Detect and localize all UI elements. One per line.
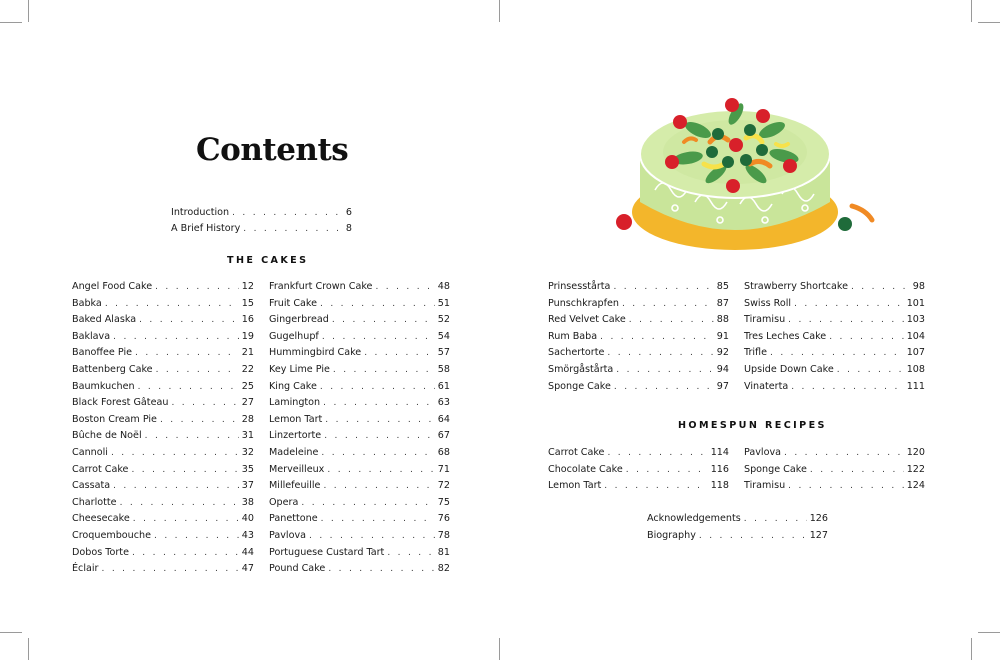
entry-title: Rum Baba xyxy=(548,330,598,342)
toc-entry[interactable] xyxy=(744,347,925,359)
toc-entry[interactable] xyxy=(171,223,352,235)
leader-dots xyxy=(320,298,435,310)
entry-title: Lemon Tart xyxy=(548,480,602,492)
toc-entry[interactable] xyxy=(744,331,925,343)
toc-entry[interactable] xyxy=(548,314,729,326)
leader-dots xyxy=(155,281,239,293)
entry-page: 37 xyxy=(241,480,254,492)
crop-mark xyxy=(499,0,500,22)
toc-entry[interactable] xyxy=(72,281,254,293)
toc-entry[interactable] xyxy=(269,480,450,492)
entry-title: Smörgåstårta xyxy=(548,364,614,375)
entry-page: 85 xyxy=(716,281,729,292)
entry-title: Vinaterta xyxy=(744,380,789,392)
entry-page: 19 xyxy=(241,330,254,342)
entry-title: Pound Cake xyxy=(269,563,326,575)
toc-entry[interactable] xyxy=(171,207,352,219)
entry-page: 94 xyxy=(716,364,729,375)
entry-page: 54 xyxy=(437,330,450,342)
entry-page: 67 xyxy=(437,430,450,442)
entry-page: 114 xyxy=(710,447,729,458)
cake-illustration xyxy=(600,90,890,265)
entry-page: 32 xyxy=(241,447,254,458)
toc-entry[interactable] xyxy=(72,397,254,409)
entry-page: 118 xyxy=(710,480,729,492)
toc-entry[interactable] xyxy=(269,314,450,326)
entry-title: Fruit Cake xyxy=(269,297,318,309)
leader-dots xyxy=(102,563,239,575)
entry-page: 27 xyxy=(241,397,254,409)
entry-title: Acknowledgements xyxy=(647,513,741,524)
leader-dots xyxy=(810,464,904,476)
toc-entry[interactable] xyxy=(72,447,254,459)
leader-dots xyxy=(788,480,904,492)
leader-dots xyxy=(138,381,239,393)
toc-entry[interactable] xyxy=(548,364,729,376)
entry-title: Carrot Cake xyxy=(72,463,129,475)
toc-entry[interactable] xyxy=(548,331,729,343)
leader-dots xyxy=(139,314,239,326)
leader-dots xyxy=(324,430,435,442)
leader-dots xyxy=(145,430,239,442)
entry-page: 16 xyxy=(241,314,254,326)
entry-title: Portuguese Custard Tart xyxy=(269,546,385,558)
toc-entry[interactable] xyxy=(548,480,729,492)
leader-dots xyxy=(770,347,904,359)
entry-page: 47 xyxy=(241,563,254,575)
crop-mark xyxy=(978,632,1000,633)
crop-mark xyxy=(28,638,29,660)
entry-title: Bûche de Noël xyxy=(72,430,142,442)
leader-dots xyxy=(156,364,239,376)
entry-title: Boston Cream Pie xyxy=(72,413,157,425)
entry-page: 81 xyxy=(437,546,450,558)
entry-title: Gugelhupf xyxy=(269,330,319,342)
leader-dots xyxy=(788,314,904,326)
toc-entry[interactable] xyxy=(744,314,925,326)
entry-title: Gingerbread xyxy=(269,314,329,326)
leader-dots xyxy=(301,497,434,509)
entry-title: Banoffee Pie xyxy=(72,347,133,359)
leader-dots xyxy=(323,397,435,409)
entry-title: King Cake xyxy=(269,380,317,392)
toc-entry[interactable] xyxy=(72,414,254,426)
entry-title: Merveilleux xyxy=(269,463,325,475)
entry-title: Hummingbird Cake xyxy=(269,347,362,359)
entry-title: Charlotte xyxy=(72,496,117,508)
toc-entry[interactable] xyxy=(269,281,450,293)
entry-page: 78 xyxy=(437,530,450,541)
entry-page: 101 xyxy=(906,297,925,309)
toc-entry[interactable] xyxy=(72,513,254,525)
entry-page: 28 xyxy=(241,413,254,425)
entry-page: 12 xyxy=(241,281,254,292)
toc-entry[interactable] xyxy=(548,381,729,393)
entry-title: Linzertorte xyxy=(269,430,322,442)
leader-dots xyxy=(154,530,239,542)
leader-dots xyxy=(744,513,807,525)
entry-page: 88 xyxy=(716,314,729,326)
entry-page: 124 xyxy=(906,480,925,492)
entry-title: Pavlova xyxy=(269,530,307,541)
toc-entry[interactable] xyxy=(744,447,925,459)
leader-dots xyxy=(607,447,707,459)
toc-entry[interactable] xyxy=(269,563,450,575)
entry-page: 63 xyxy=(437,397,450,409)
leader-dots xyxy=(113,480,239,492)
entry-page: 98 xyxy=(912,281,925,292)
leader-dots xyxy=(829,331,903,343)
entry-page: 6 xyxy=(345,207,352,218)
page-title: Contents xyxy=(196,132,349,168)
entry-title: A Brief History xyxy=(171,223,241,234)
entry-page: 127 xyxy=(809,529,828,541)
toc-entry[interactable] xyxy=(72,430,254,442)
toc-entry[interactable] xyxy=(548,298,729,310)
entry-title: Éclair xyxy=(72,563,99,575)
entry-page: 87 xyxy=(716,297,729,309)
leader-dots xyxy=(320,381,435,393)
leader-dots xyxy=(322,331,435,343)
leader-dots xyxy=(105,298,239,310)
entry-title: Carrot Cake xyxy=(548,447,605,458)
entry-page: 126 xyxy=(809,513,828,524)
crop-mark xyxy=(0,632,22,633)
entry-title: Cassata xyxy=(72,480,111,492)
leader-dots xyxy=(321,513,435,525)
leader-dots xyxy=(232,207,343,219)
toc-entry[interactable] xyxy=(269,464,450,476)
toc-entry[interactable] xyxy=(269,547,450,559)
crop-mark xyxy=(499,638,500,660)
leader-dots xyxy=(111,447,239,459)
entry-page: 75 xyxy=(437,496,450,508)
crop-mark xyxy=(0,22,22,23)
entry-title: Angel Food Cake xyxy=(72,281,153,292)
entry-title: Millefeuille xyxy=(269,480,321,492)
entry-title: Panettone xyxy=(269,513,318,525)
entry-page: 61 xyxy=(437,380,450,392)
entry-title: Babka xyxy=(72,297,102,309)
toc-entry[interactable] xyxy=(744,464,925,476)
leader-dots xyxy=(333,364,435,376)
entry-title: Tres Leches Cake xyxy=(744,330,827,342)
toc-entry[interactable] xyxy=(269,447,450,459)
leader-dots xyxy=(321,447,434,459)
leader-dots xyxy=(626,464,708,476)
entry-page: 71 xyxy=(437,463,450,475)
toc-entry[interactable] xyxy=(72,331,254,343)
entry-page: 104 xyxy=(906,330,925,342)
toc-entry[interactable] xyxy=(744,364,925,376)
entry-page: 38 xyxy=(241,496,254,508)
entry-title: Key Lime Pie xyxy=(269,364,330,375)
toc-entry[interactable] xyxy=(72,480,254,492)
leader-dots xyxy=(616,364,714,376)
entry-title: Dobos Torte xyxy=(72,546,129,558)
entry-title: Biography xyxy=(647,529,696,541)
entry-page: 58 xyxy=(437,364,450,375)
leader-dots xyxy=(113,331,239,343)
toc-entry[interactable] xyxy=(647,513,828,525)
leader-dots xyxy=(243,223,343,235)
leader-dots xyxy=(375,281,434,293)
entry-title: Baumkuchen xyxy=(72,380,135,392)
leader-dots xyxy=(614,381,714,393)
entry-page: 122 xyxy=(906,463,925,475)
crop-mark xyxy=(971,0,972,22)
toc-entry[interactable] xyxy=(269,414,450,426)
entry-title: Strawberry Shortcake xyxy=(744,281,848,292)
entry-page: 76 xyxy=(437,513,450,525)
entry-page: 103 xyxy=(906,314,925,326)
entry-title: Cheesecake xyxy=(72,513,130,525)
entry-page: 15 xyxy=(241,297,254,309)
entry-page: 120 xyxy=(906,447,925,458)
toc-entry[interactable] xyxy=(72,547,254,559)
toc-entry[interactable] xyxy=(548,447,729,459)
entry-title: Battenberg Cake xyxy=(72,364,153,375)
entry-page: 31 xyxy=(241,430,254,442)
leader-dots xyxy=(784,447,904,459)
entry-page: 97 xyxy=(716,380,729,392)
toc-entry[interactable] xyxy=(72,464,254,476)
toc-entry[interactable] xyxy=(72,381,254,393)
toc-entry[interactable] xyxy=(269,298,450,310)
entry-title: Upside Down Cake xyxy=(744,364,834,375)
toc-entry[interactable] xyxy=(744,381,925,393)
leader-dots xyxy=(328,563,434,575)
leader-dots xyxy=(309,530,435,542)
crop-mark xyxy=(978,22,1000,23)
entry-title: Tiramisu xyxy=(744,480,786,492)
entry-title: Croquembouche xyxy=(72,530,152,541)
entry-page: 44 xyxy=(241,546,254,558)
entry-title: Swiss Roll xyxy=(744,297,792,309)
entry-page: 111 xyxy=(906,380,925,392)
section-heading-homespun: HOMESPUN RECIPES xyxy=(678,420,827,431)
leader-dots xyxy=(132,547,239,559)
leader-dots xyxy=(120,497,239,509)
toc-entry[interactable] xyxy=(548,464,729,476)
entry-page: 35 xyxy=(241,463,254,475)
toc-entry[interactable] xyxy=(72,314,254,326)
entry-page: 51 xyxy=(437,297,450,309)
leader-dots xyxy=(387,547,434,559)
leader-dots xyxy=(600,331,714,343)
entry-title: Black Forest Gâteau xyxy=(72,397,169,409)
entry-title: Chocolate Cake xyxy=(548,463,623,475)
crop-mark xyxy=(28,0,29,22)
toc-entry[interactable] xyxy=(269,497,450,509)
entry-title: Trifle xyxy=(744,347,768,359)
entry-page: 43 xyxy=(241,530,254,541)
toc-entry[interactable] xyxy=(269,530,450,542)
entry-page: 8 xyxy=(345,223,352,234)
leader-dots xyxy=(851,281,910,293)
entry-page: 25 xyxy=(241,380,254,392)
entry-page: 72 xyxy=(437,480,450,492)
entry-title: Lamington xyxy=(269,397,321,409)
leader-dots xyxy=(791,381,903,393)
leader-dots xyxy=(323,480,434,492)
toc-entry[interactable] xyxy=(744,298,925,310)
entry-page: 82 xyxy=(437,563,450,575)
toc-entry[interactable] xyxy=(269,430,450,442)
entry-title: Sponge Cake xyxy=(548,380,611,392)
leader-dots xyxy=(699,530,807,542)
entry-title: Lemon Tart xyxy=(269,413,323,425)
toc-entry[interactable] xyxy=(269,364,450,376)
crop-mark xyxy=(971,638,972,660)
entry-title: Sachertorte xyxy=(548,347,605,359)
toc-entry[interactable] xyxy=(72,364,254,376)
loose-green-cherry xyxy=(838,217,852,231)
toc-entry[interactable] xyxy=(269,381,450,393)
entry-title: Prinsesstårta xyxy=(548,281,611,292)
toc-entry[interactable] xyxy=(548,347,729,359)
entry-page: 57 xyxy=(437,347,450,359)
section-heading-cakes: THE CAKES xyxy=(227,255,309,266)
leader-dots xyxy=(131,464,238,476)
leader-dots xyxy=(171,397,238,409)
leader-dots xyxy=(364,347,435,359)
leader-dots xyxy=(160,414,239,426)
leader-dots xyxy=(794,298,904,310)
entry-title: Cannoli xyxy=(72,447,108,458)
leader-dots xyxy=(327,464,434,476)
entry-title: Baked Alaska xyxy=(72,314,137,326)
leader-dots xyxy=(325,414,435,426)
entry-title: Opera xyxy=(269,496,299,508)
toc-entry[interactable] xyxy=(269,347,450,359)
toc-entry[interactable] xyxy=(548,281,729,293)
entry-page: 116 xyxy=(710,463,729,475)
entry-page: 52 xyxy=(437,314,450,326)
entry-page: 21 xyxy=(241,347,254,359)
entry-title: Sponge Cake xyxy=(744,463,807,475)
entry-title: Punschkrapfen xyxy=(548,297,619,309)
toc-entry[interactable] xyxy=(269,397,450,409)
leader-dots xyxy=(135,347,239,359)
toc-entry[interactable] xyxy=(72,298,254,310)
toc-entry[interactable] xyxy=(744,281,925,293)
toc-entry[interactable] xyxy=(72,563,254,575)
leader-dots xyxy=(622,298,714,310)
entry-title: Introduction xyxy=(171,207,230,218)
entry-page: 91 xyxy=(716,330,729,342)
toc-entry[interactable] xyxy=(72,347,254,359)
entry-title: Red Velvet Cake xyxy=(548,314,626,326)
entry-title: Pavlova xyxy=(744,447,782,458)
leader-dots xyxy=(604,480,707,492)
leader-dots xyxy=(607,347,713,359)
toc-entry[interactable] xyxy=(647,530,828,542)
toc-entry[interactable] xyxy=(269,331,450,343)
toc-entry[interactable] xyxy=(744,480,925,492)
entry-page: 92 xyxy=(716,347,729,359)
leader-dots xyxy=(837,364,904,376)
toc-entry[interactable] xyxy=(269,513,450,525)
leader-dots xyxy=(133,513,239,525)
entry-title: Baklava xyxy=(72,330,111,342)
entry-page: 107 xyxy=(906,347,925,359)
entry-title: Tiramisu xyxy=(744,314,786,326)
loose-candied-peel xyxy=(852,206,872,220)
toc-entry[interactable] xyxy=(72,497,254,509)
entry-title: Madeleine xyxy=(269,447,319,458)
leader-dots xyxy=(629,314,714,326)
entry-page: 40 xyxy=(241,513,254,525)
entry-page: 48 xyxy=(437,281,450,292)
entry-page: 108 xyxy=(906,364,925,375)
leader-dots xyxy=(613,281,713,293)
entry-title: Frankfurt Crown Cake xyxy=(269,281,373,292)
entry-page: 22 xyxy=(241,364,254,375)
entry-page: 68 xyxy=(437,447,450,458)
leader-dots xyxy=(332,314,435,326)
entry-page: 64 xyxy=(437,413,450,425)
toc-entry[interactable] xyxy=(72,530,254,542)
